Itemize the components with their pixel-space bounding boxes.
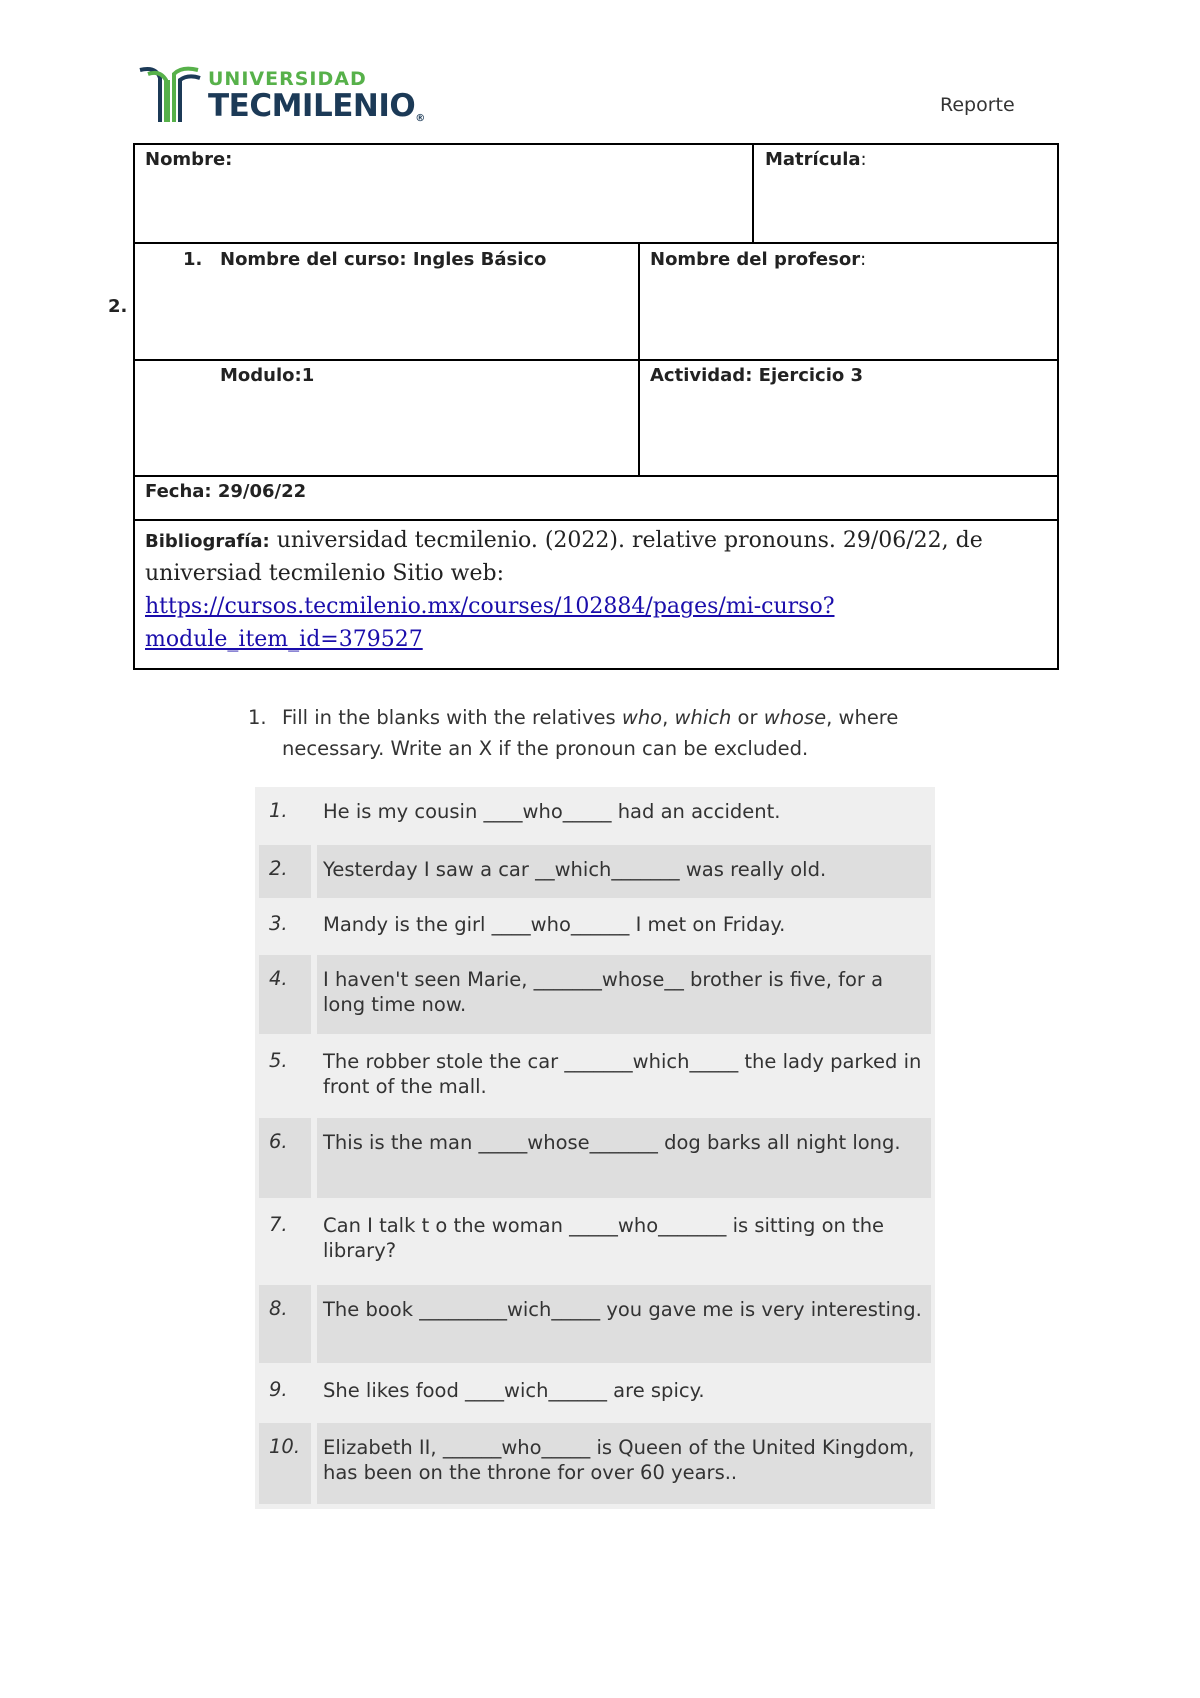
bibliografia — [145, 525, 1045, 657]
exercise-row — [255, 1201, 935, 1283]
logo-line1: UNIVERSIDAD — [208, 68, 367, 90]
exercise-text: She likes food ____wich______ are spicy. — [323, 1379, 705, 1402]
bibliografia-label: Bibliografía: — [145, 531, 270, 552]
table-divider — [135, 519, 1057, 521]
modulo-label: Modulo:1 — [220, 365, 315, 386]
bibliografia-text: universidad tecmilenio. (2022). relative pronouns. 29/06/22, de universiad tecmilenio Sitio web: — [145, 528, 983, 586]
instructions-comma: , — [662, 706, 675, 729]
curso-label: Nombre del curso: Ingles Básico — [220, 249, 547, 270]
instructions-part1: Fill in the blanks with the relatives — [282, 706, 622, 729]
info-table — [133, 143, 1059, 670]
exercise-row — [255, 900, 935, 953]
exercise-number: 5. — [269, 1049, 288, 1072]
exercise-number: 7. — [269, 1213, 288, 1236]
exercise-text: The robber stole the car _______which_____ the lady parked in front of the mall. — [323, 1050, 922, 1098]
exercise-row — [255, 1118, 935, 1198]
logo-mark-icon — [138, 64, 208, 128]
exercise-text: I haven't seen Marie, _______whose__ brother is five, for a long time now. — [317, 955, 931, 1034]
exercise-row — [255, 1366, 935, 1421]
exercise-row — [255, 1285, 935, 1363]
document-type: Reporte — [940, 94, 1015, 116]
table-divider — [752, 145, 754, 242]
matricula-label: Matrícula — [765, 149, 861, 170]
university-logo — [138, 64, 438, 128]
table-divider — [135, 242, 1057, 244]
exercise-row — [255, 787, 935, 842]
fecha-label: Fecha: 29/06/22 — [145, 481, 307, 502]
table-divider — [135, 475, 1057, 477]
exercise-table — [255, 787, 935, 1509]
exercise-number: 10. — [259, 1423, 311, 1504]
instructions — [248, 702, 968, 764]
matricula-colon: : — [860, 149, 867, 170]
profesor-colon: : — [860, 249, 867, 270]
exercise-text: Elizabeth II, ______who_____ is Queen of the United Kingdom, has been on the throne for over 60 years.. — [317, 1423, 931, 1504]
profesor-label: Nombre del profesor — [650, 249, 861, 270]
exercise-text: Yesterday I saw a car __which_______ was really old. — [317, 845, 931, 898]
exercise-number: 8. — [259, 1285, 311, 1363]
exercise-number: 1. — [269, 799, 288, 822]
instructions-whose: whose — [763, 706, 827, 729]
logo-line2-text: TECMILENIO — [208, 88, 416, 124]
exercise-text: Can I talk t o the woman _____who_______ is sitting on the library? — [323, 1214, 885, 1262]
exercise-text: He is my cousin ____who_____ had an accident. — [323, 800, 781, 823]
exercise-number: 2. — [259, 845, 311, 898]
exercise-number: 6. — [259, 1118, 311, 1198]
logo-line2 — [208, 88, 425, 124]
exercise-number: 9. — [269, 1378, 288, 1401]
exercise-row — [255, 1423, 935, 1504]
instructions-or: or — [731, 706, 764, 729]
bibliografia-link-part2: module_item_id=379527 — [145, 627, 423, 652]
instructions-which: which — [674, 706, 732, 729]
exercise-row — [255, 955, 935, 1034]
bibliografia-link[interactable] — [145, 594, 835, 652]
exercise-text: Mandy is the girl ____who______ I met on Friday. — [323, 913, 786, 936]
exercise-text: This is the man _____whose_______ dog barks all night long. — [317, 1118, 931, 1198]
profesor-field — [650, 249, 866, 270]
exercise-number: 4. — [259, 955, 311, 1034]
instructions-part2: , where necessary. Write an X if the pronoun can be excluded. — [282, 706, 899, 760]
table-divider — [638, 242, 640, 475]
matricula-field — [765, 149, 867, 170]
curso-number: 1. — [183, 249, 203, 270]
side-number: 2. — [108, 296, 128, 317]
instructions-number: 1. — [248, 706, 267, 729]
exercise-row — [255, 845, 935, 898]
instructions-who: who — [621, 706, 663, 729]
logo-registered-mark: ® — [415, 113, 425, 124]
exercise-text: The book _________wich_____ you gave me is very interesting. — [317, 1285, 931, 1363]
instructions-text — [282, 702, 968, 764]
actividad-label: Actividad: Ejercicio 3 — [650, 365, 864, 386]
bibliografia-link-part1: https://cursos.tecmilenio.mx/courses/102884/pages/mi-curso? — [145, 594, 835, 619]
nombre-label: Nombre: — [145, 149, 233, 170]
exercise-row — [255, 1037, 935, 1116]
exercise-number: 3. — [269, 912, 288, 935]
table-divider — [135, 359, 1057, 361]
